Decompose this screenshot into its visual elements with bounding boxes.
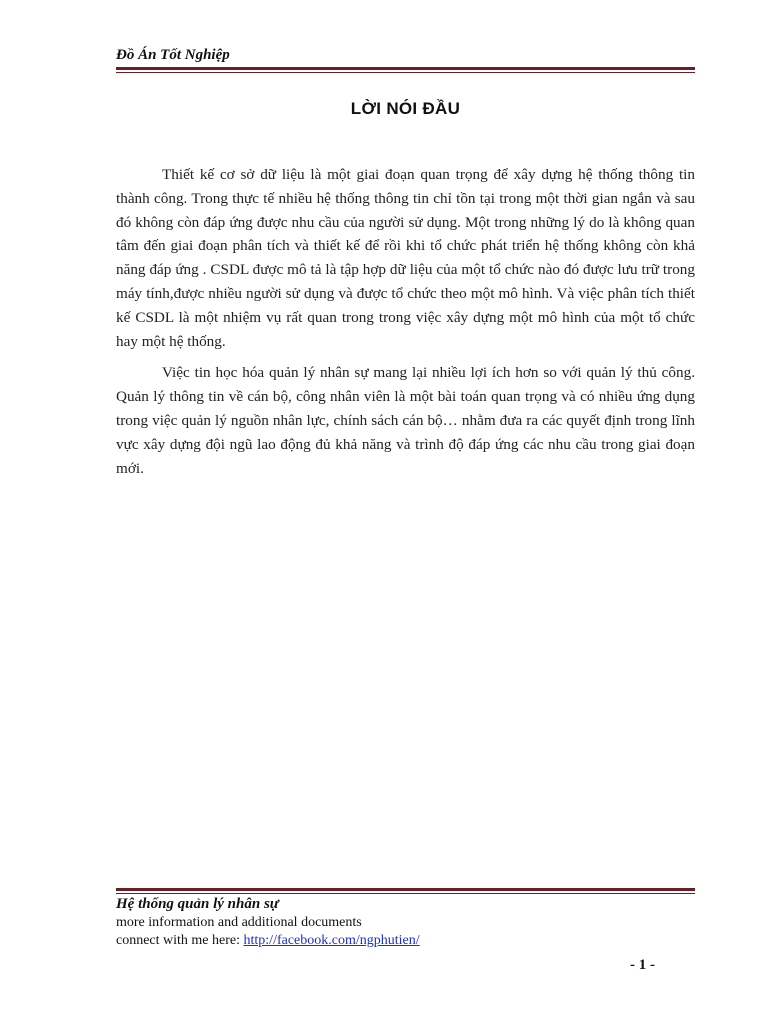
paragraph-2: Việc tin học hóa quản lý nhân sự mang lại nhiều lợi ích hơn so với quản lý thủ công. Quản lý thông tin về cán bộ, công nhân viên là một bài toán quan trọng và có nhiều ứng dụng trong việc quản lý nguồn nhân lực, chính sách cán bộ… nhằm đưa ra các quyết định trong lĩnh vực xây dựng đội ngũ lao động đủ khả năng và trình độ đáp ứng các nhu cầu trong giai đoạn mới. — [116, 364, 695, 477]
paragraph-1: Thiết kế cơ sở dữ liệu là một giai đoạn quan trọng để xây dựng hệ thống thông tin thành công. Trong thực tế nhiều hệ thống thông tin chỉ tồn tại trong một thời gian ngắn và sau đó không còn đáp ứng được nhu cầu của người sử dụng. Một trong những lý do là không quan tâm đến giai đoạn phân tích và thiết kế để rồi khi tổ chức phát triển hệ thống không còn khả năng đáp ứng . CSDL được mô tả là tập hợp dữ liệu của một tổ chức nào đó được lưu trữ trong máy tính,được nhiều người sử dụng và được tổ chức theo một mô hình. Và việc phân tích thiết kế CSDL là một nhiệm vụ rất quan trong trong việc xây dựng một mô hình của một tổ chức hay một hệ thống. — [116, 166, 695, 350]
footer-info-line: more information and additional documents — [116, 915, 362, 930]
running-footer-title: Hệ thống quản lý nhân sự — [116, 896, 279, 912]
header-rule-thin — [116, 72, 695, 73]
footer-rule-thick — [116, 888, 695, 891]
header-rule-thick — [116, 67, 695, 70]
facebook-link[interactable]: http://facebook.com/ngphutien/ — [243, 933, 420, 948]
body-text — [116, 163, 695, 488]
running-header-title: Đồ Án Tốt Nghiệp — [116, 47, 230, 63]
section-heading: LỜI NÓI ĐẦU — [350, 99, 461, 118]
page-number: - 1 - — [630, 957, 655, 973]
footer-rule-thin — [116, 893, 695, 894]
footer-connect-prefix: connect with me here: — [116, 933, 244, 948]
footer-connect-line — [116, 933, 420, 949]
